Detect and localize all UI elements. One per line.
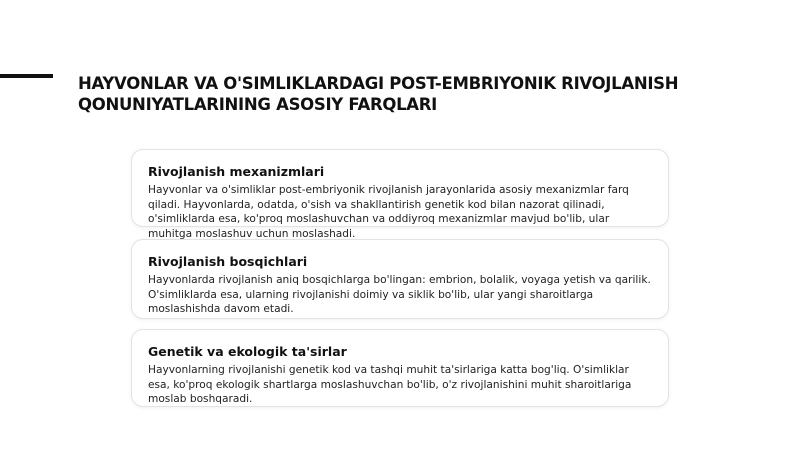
card-development-stages	[131, 239, 669, 319]
card-development-mechanisms	[131, 149, 669, 240]
card-genetic-ecological-influences	[131, 329, 669, 407]
card-title: Rivojlanish bosqichlari	[148, 254, 308, 269]
card-title: Genetik va ekologik ta'sirlar	[148, 344, 347, 359]
title-accent-bar	[0, 74, 53, 78]
card-text: Hayvonlarning rivojlanishi genetik kod va tashqi muhit ta'sirlariga katta bog'liq. O'simliklar esa, ko'proq ekologik shartlarga moslashuvchan bo'lib, o'z rivojlanishini muhit sharoitlariga moslab boshqaradi.	[148, 364, 632, 405]
card-text: Hayvonlarda rivojlanish aniq bosqichlarga bo'lingan: embrion, bolalik, voyaga yetish va qarilik. O'simliklarda esa, ularning rivojlanishi doimiy va siklik bo'lib, ular yangi sharoitlarga moslashishda davom etadi.	[148, 274, 651, 315]
card-text: Hayvonlar va o'simliklar post-embriyonik rivojlanish jarayonlarida asosiy mexanizmlar farq qiladi. Hayvonlarda, odatda, o'sish va shakllantirish genetik kod bilan nazorat qilinadi, o'simliklarda esa, ko'proq moslashuvchan va oddiyroq mexanizmlar mavjud bo'lib, ular muhitga moslashuv uchun moslashadi.	[148, 184, 629, 240]
card-title: Rivojlanish mexanizmlari	[148, 164, 325, 179]
slide-title: HAYVONLAR VA O'SIMLIKLARDAGI POST-EMBRIYONIK RIVOJLANISH QONUNIYATLARINING ASOSIY FARQLARI	[78, 74, 679, 114]
